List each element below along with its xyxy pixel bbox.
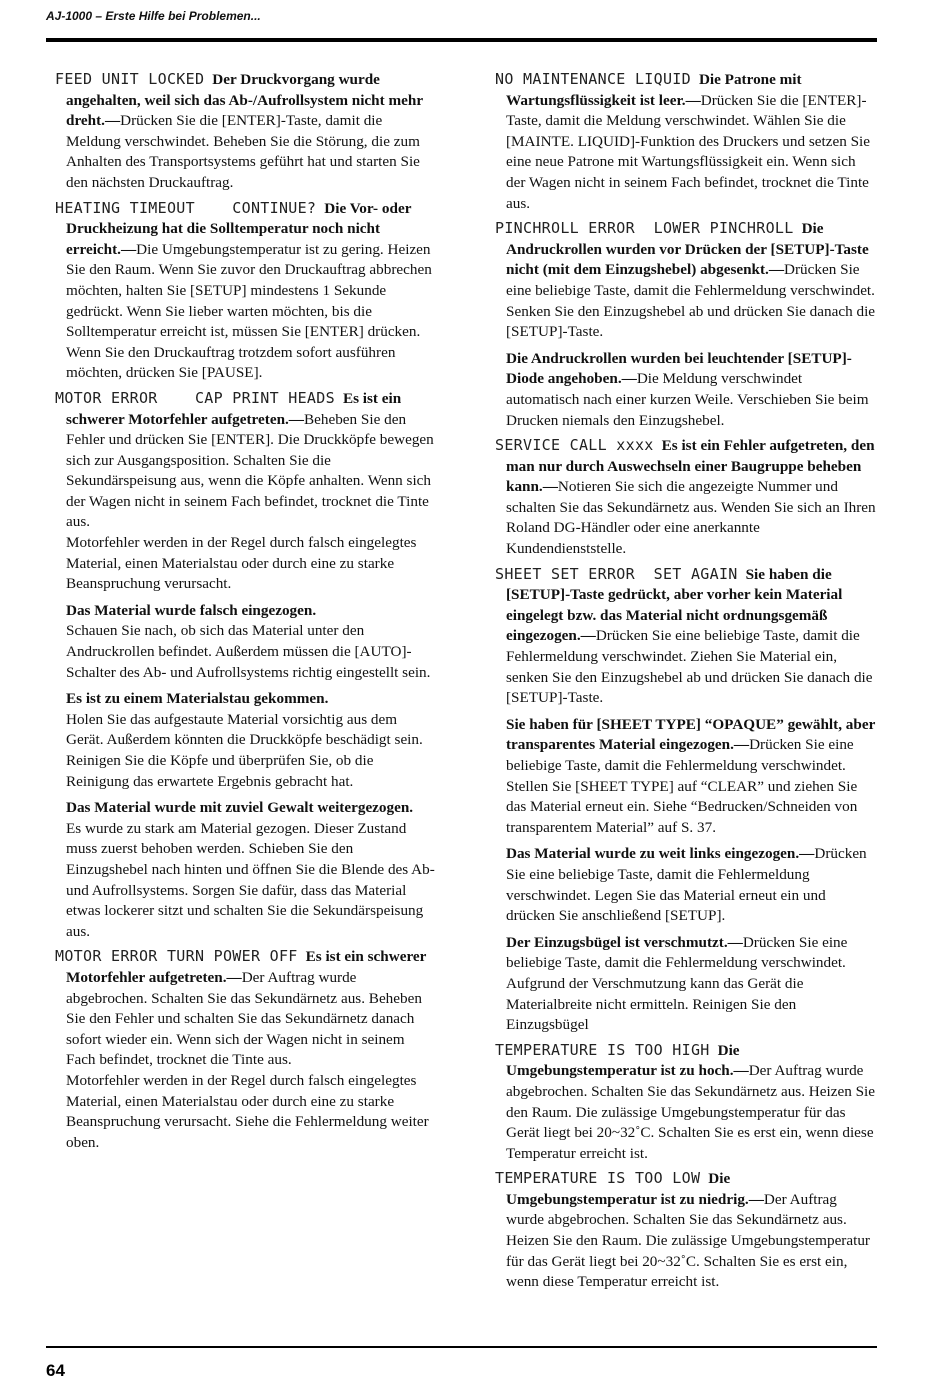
cause-heading: Das Material wurde falsch eingezogen. <box>66 601 317 619</box>
cause-remedy: Drücken Sie eine beliebige Taste, damit die Fehlermeldung verschwindet. Legen Sie das Material erneut ein und drücken Sie anschließend [SETUP]. <box>506 845 867 925</box>
error-code: PINCHROLL ERROR LOWER PINCHROLL <box>495 219 794 238</box>
error-cause: Die Andruckrollen wurden vor Drücken der [SETUP]-Taste nicht (mit dem Einzugshebel) abgesenkt.— <box>506 220 869 279</box>
cause-block <box>495 933 877 1036</box>
error-cause: Die Vor- oder Druckheizung hat die Solltemperatur noch nicht erreicht.— <box>66 199 412 258</box>
footer-rule <box>46 1346 877 1348</box>
cause-block <box>55 798 437 942</box>
error-remedy: Der Auftrag wurde abgebrochen. Schalten Sie das Sekundärnetz aus. Beheben Sie den Fehler und schalten Sie das Sekundärnetz danach sofort wieder ein. Wenn sich der Wagen nicht in seinem Fach befindet, trocknet die Tinte aus. <box>66 968 422 1069</box>
cause-heading: Sie haben für [SHEET TYPE] “OPAQUE” gewählt, aber transparentes Material eingezogen.— <box>506 715 876 754</box>
cause-block <box>495 715 877 839</box>
cause-block <box>55 689 437 792</box>
error-cause: Die Umgebungstemperatur ist zu niedrig.— <box>506 1170 764 1208</box>
error-remedy: Beheben Sie den Fehler und drücken Sie [ENTER]. Die Druckköpfe bewegen sich zur Ausgangsposition. Schalten Sie die Sekundärspeisung aus, wenn die Köpfe anhalten. Wenn sich der Wagen nicht in seinem Fach befindet, trocknet die Tinte aus. <box>66 410 434 531</box>
error-entry <box>55 388 437 533</box>
error-code: SERVICE CALL xxxx <box>495 436 654 455</box>
error-remedy: Der Auftrag wurde abgebrochen. Schalten Sie das Sekundärnetz aus. Heizen Sie den Raum. Die zulässige Umgebungstemperatur für das Gerät liegt bei 20~32˚C. Schalten Sie es erst ein, wenn diese Temperatur erreicht ist. <box>506 1190 870 1291</box>
error-entry <box>55 69 437 194</box>
cause-heading: Es ist zu einem Materialstau gekommen. <box>66 690 329 708</box>
error-entry <box>495 1040 877 1165</box>
error-entry <box>495 564 877 709</box>
error-remedy: Notieren Sie sich die angezeigte Nummer und schalten Sie das Sekundärnetz aus. Wenden Sie sich an Ihren Roland DG-Händler oder eine anerkannte Kundendienststelle. <box>506 478 876 558</box>
error-entry <box>495 1168 877 1293</box>
error-entry <box>55 946 437 1071</box>
error-cause: Die Patrone mit Wartungsflüssigkeit ist leer.— <box>506 71 802 109</box>
error-entry <box>495 218 877 343</box>
error-entry <box>495 69 877 214</box>
error-remedy: Der Auftrag wurde abgebrochen. Schalten Sie das Sekundärnetz aus. Heizen Sie den Raum. Die zulässige Umgebungstemperatur für das Gerät liegt bei 20~32˚C. Schalten Sie es erst ein, wenn diese Temperatur erreicht ist. <box>506 1062 876 1162</box>
cause-heading: Die Andruckrollen wurden bei leuchtender [SETUP]-Diode angehoben.— <box>506 349 852 388</box>
error-remedy: Die Umgebungstemperatur ist zu gering. Heizen Sie den Raum. Wenn Sie zuvor den Druckauftrag abbrechen möchten, halten Sie [SETUP] mindestens 1 Sekunde gedrückt. Wenn Sie lieber warten möchten, bis die Solltemperatur erreicht ist, müssen Sie [ENTER] drücken. Wenn Sie den Druckauftrag trotzdem sofort ausführen möchten, drücken Sie [PAUSE]. <box>66 240 432 382</box>
cause-heading: Das Material wurde zu weit links eingezogen.— <box>506 845 815 863</box>
cause-block <box>55 601 437 683</box>
error-cause: Es ist ein schwerer Motorfehler aufgetreten.— <box>66 948 427 986</box>
error-remedy: Drücken Sie die [ENTER]-Taste, damit die Meldung verschwindet. Wählen Sie die [MAINTE. LIQUID]-Funktion des Druckers und setzen Sie eine neue Patrone mit Wartungsflüssigkeit ein. Wenn sich der Wagen nicht in seinem Fach befindet, trocknet die Tinte aus. <box>506 91 870 212</box>
cause-remedy: Drücken Sie eine beliebige Taste, damit die Fehlermeldung verschwindet. Aufgrund der Verschmutzung kann das Gerät die Materialbreite nicht ermitteln. Reinigen Sie den Einzugsbügel <box>506 933 848 1034</box>
cause-remedy: Holen Sie das aufgestaute Material vorsichtig aus dem Gerät. Außerdem könnten die Druckköpfe beschädigt sein. Reinigen Sie die Köpfe und überprüfen Sie, ob die Reinigung das erwartete Ergebnis gebracht hat. <box>66 710 423 790</box>
error-code: TEMPERATURE IS TOO HIGH <box>495 1040 710 1059</box>
error-note: Motorfehler werden in der Regel durch falsch eingelegtes Material, einen Materialstau oder durch eine zu starke Beanspruchung verursacht. <box>66 534 417 593</box>
error-entry <box>55 198 437 384</box>
error-entry <box>495 435 877 560</box>
cause-remedy: Es wurde zu stark am Material gezogen. Dieser Zustand muss zuerst behoben werden. Schieben Sie den Einzugshebel nach hinten und öffnen Sie die Blende des Ab- und Aufrollsystems. Sorgen Sie dafür, dass das Material etwas lockerer sitzt und schalten Sie die Sekundärspeisung aus. <box>66 819 435 940</box>
error-code: MOTOR ERROR CAP PRINT HEADS <box>55 388 335 407</box>
error-cause: Die Umgebungstemperatur ist zu hoch.— <box>506 1041 749 1080</box>
error-cause: Der Druckvorgang wurde angehalten, weil sich das Ab-/Aufrollsystem nicht mehr dreht.— <box>66 71 423 130</box>
right-column <box>495 69 877 1297</box>
cause-remedy: Die Meldung verschwindet automatisch nach einer kurzen Weile. Verschieben Sie beim Drucken niemals den Einzugshebel. <box>506 370 869 429</box>
error-note: Motorfehler werden in der Regel durch falsch eingelegtes Material, einen Materialstau oder durch eine zu starke Beanspruchung verursacht. Siehe die Fehlermeldung weiter oben. <box>66 1071 429 1151</box>
page-number: 64 <box>46 1361 65 1380</box>
cause-heading: Das Material wurde mit zuviel Gewalt weitergezogen. <box>66 799 414 817</box>
cause-heading: Der Einzugsbügel ist verschmutzt.— <box>506 933 743 951</box>
header-rule <box>46 38 877 42</box>
error-cause: Sie haben die [SETUP]-Taste gedrückt, aber vorher kein Material eingelegt bzw. das Material nicht ordnungsgemäß eingezogen.— <box>506 565 843 645</box>
cause-block <box>495 349 877 431</box>
error-code: HEATING TIMEOUT CONTINUE? <box>55 198 317 217</box>
error-code: NO MAINTENANCE LIQUID <box>495 70 691 88</box>
error-code: SHEET SET ERROR SET AGAIN <box>495 564 738 583</box>
running-header: AJ-1000 – Erste Hilfe bei Problemen... <box>46 9 261 23</box>
error-remedy: Drücken Sie eine beliebige Taste, damit die Fehlermeldung verschwindet. Ziehen Sie Material ein, senken Sie den Einzugshebel ab und drücken Sie danach die [SETUP]-Taste. <box>506 627 873 707</box>
error-cause: Es ist ein Fehler aufgetreten, den man nur durch Auswechseln einer Baugruppe beheben kann.— <box>506 437 875 496</box>
error-remedy: Drücken Sie eine beliebige Taste, damit die Fehlermeldung verschwindet. Senken Sie den Einzugshebel ab und drücken Sie danach die [SETUP]-Taste. <box>506 261 876 341</box>
error-remedy: Drücken Sie die [ENTER]-Taste, damit die Meldung verschwindet. Beheben Sie die Störung, die zum Anhalten des Transportsystems geführt hat und starten Sie den nächsten Druckauftrag. <box>66 112 420 191</box>
error-code: TEMPERATURE IS TOO LOW <box>495 1169 701 1188</box>
error-code: FEED UNIT LOCKED <box>55 70 205 88</box>
error-cause: Es ist ein schwerer Motorfehler aufgetreten.— <box>66 389 402 428</box>
cause-remedy: Schauen Sie nach, ob sich das Material unter den Andruckrollen befindet. Außerdem müssen die [AUTO]-Schalter des Ab- und Aufrollsystems richtig eingestellt sein. <box>66 622 431 681</box>
cause-remedy: Drücken Sie eine beliebige Taste, damit die Fehlermeldung verschwindet. Stellen Sie [SHEET TYPE] auf “CLEAR” und ziehen Sie das Material erneut ein. Siehe “Bedrucken/Schneiden von transparentem Material” auf S. 37. <box>506 736 858 836</box>
error-code: MOTOR ERROR TURN POWER OFF <box>55 947 298 966</box>
cause-block <box>495 844 877 926</box>
left-column <box>55 69 437 1157</box>
